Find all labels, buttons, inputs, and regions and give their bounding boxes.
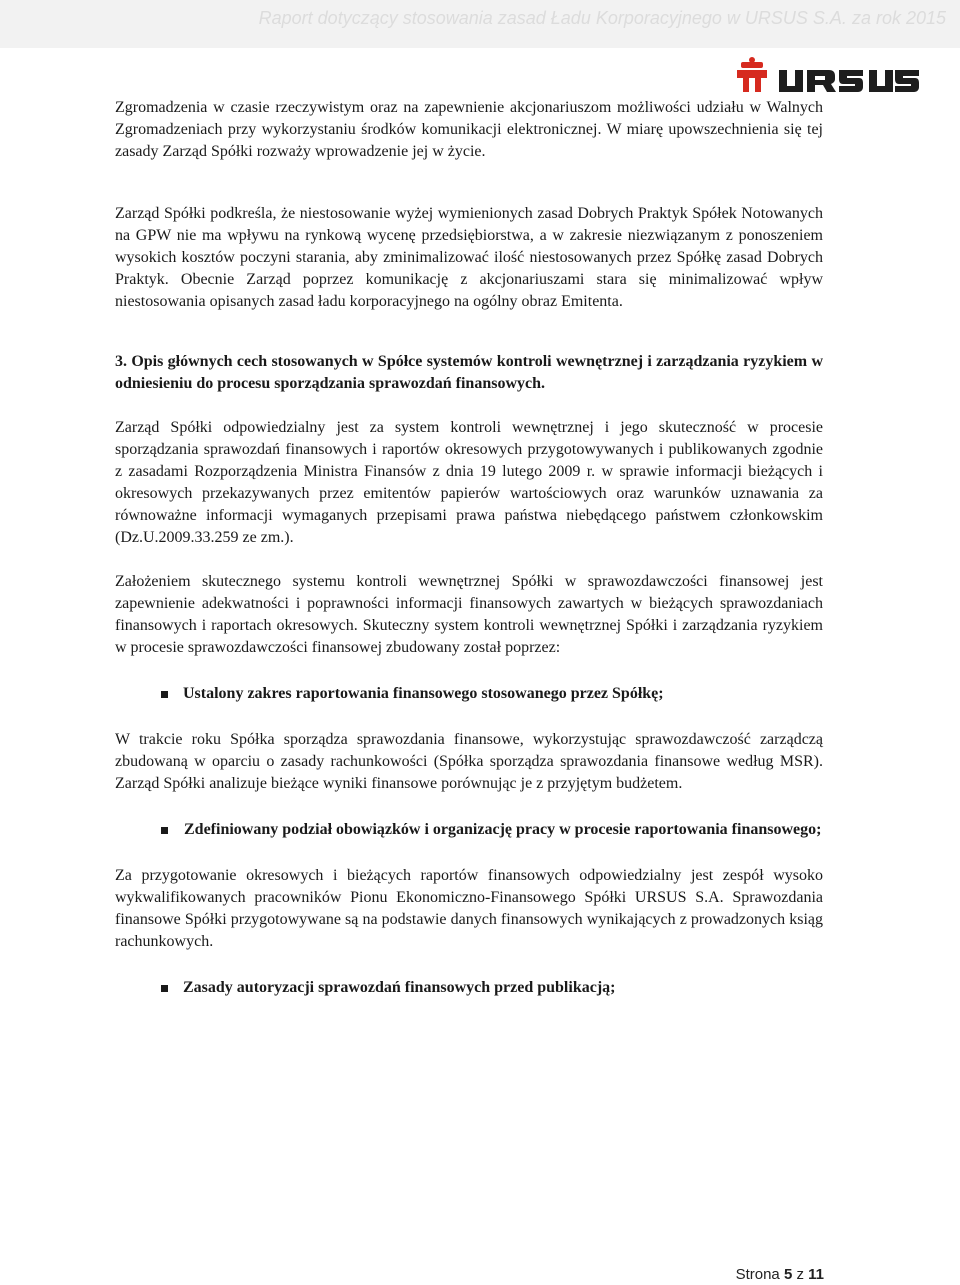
header-title: Raport dotyczący stosowania zasad Ładu Korporacyjnego w URSUS S.A. za rok 2015 [258,8,946,28]
ursus-bear-logo-icon [735,56,919,100]
paragraph-6: Za przygotowanie okresowych i bieżących raportów finansowych odpowiedzialny jest zespół wysoko wykwalifikowanych pracowników Pionu Ekonomiczno-Finansowego Spółki URSUS S.A. Sprawozdania finansowe Spółki przygotowywane są na podstawie danych finansowych wynikających z prowadzonych ksiąg rachunkowych. [115,867,823,950]
page-total: 11 [808,1266,824,1283]
bullet-square-icon [161,985,168,992]
paragraph-5: W trakcie roku Spółka sporządza sprawozdania finansowe, wykorzystując sprawozdawczość zarządczą zbudowaną w oparciu o zasady rachunkowości (Spółka sporządza sprawozdania finansowe według MSR). Zarząd Spółki analizuje bieżące wyniki finansowe porównując je z przyjętym budżetem. [115,731,823,792]
paragraph-2: Zarząd Spółki podkreśla, że niestosowanie wyżej wymienionych zasad Dobrych Praktyk Spółek Notowanych na GPW nie ma wpływu na rynkową wycenę przedsiębiorstwa, a w zakresie niezwiązanym z ponoszeniem wysokich kosztów poczyni starania, aby zminimalizować ilość niestosowanych przez Spółkę zasad Dobrych Praktyk. Obecnie Zarząd poprzez komunikację z akcjonariuszami stara się minimalizować wpływ niestosowania opisanych zasad ładu korporacyjnego na ogólny obraz Emitenta. [115,205,823,310]
paragraph-1: Zgromadzenia w czasie rzeczywistym oraz na zapewnienie akcjonariuszom możliwości udziału w Walnych Zgromadzeniach przy wykorzystaniu środków komunikacji elektronicznej. W miarę upowszechnienia się tej zasady Zarząd Spółki rozważy wprowadzenie jej w życie. [115,99,823,160]
page-header [0,0,960,48]
bullet-item-3 [115,977,823,999]
bullet-text-2: Zdefiniowany podział obowiązków i organizację pracy w procesie raportowania finansowego; [184,821,822,838]
page-number [736,1266,824,1283]
paragraph-4: Założeniem skutecznego systemu kontroli wewnętrznej Spółki w sprawozdawczości finansowej jest zapewnienie adekwatności i poprawności informacji finansowych zawartych w bieżących sprawozdaniach finansowych i raportach okresowych. Skuteczny system kontroli wewnętrznej Spółki i zarządzania ryzykiem w procesie sprawozdawczości finansowej zbudowany został poprzez: [115,573,823,656]
page-sep: z [796,1266,804,1283]
bullet-text-3: Zasady autoryzacji sprawozdań finansowych przed publikacją; [183,979,616,996]
bullet-text-1: Ustalony zakres raportowania finansowego stosowanego przez Spółkę; [183,685,664,702]
document-body [115,97,823,999]
section-heading: 3. Opis głównych cech stosowanych w Spółce systemów kontroli wewnętrznej i zarządzania ryzykiem w odniesieniu do procesu sporządzania sprawozdań finansowych. [115,353,823,392]
page-label: Strona [735,1266,780,1283]
ursus-logo [735,56,919,100]
bullet-item-1 [115,683,823,705]
bullet-item-2 [115,819,823,841]
bullet-square-icon [161,691,168,698]
page-current: 5 [783,1266,793,1283]
paragraph-3: Zarząd Spółki odpowiedzialny jest za system kontroli wewnętrznej i jego skuteczność w procesie sporządzania sprawozdań finansowych i raportów okresowych przygotowywanych i publikowanych zgodnie z zasadami Rozporządzenia Ministra Finansów z dnia 19 lutego 2009 r. w sprawie informacji bieżących i okresowych przekazywanych przez emitentów papierów wartościowych oraz warunków uznawania za równoważne informacji wymaganych przepisami prawa państwa niebędącego państwem członkowskim (Dz.U.2009.33.259 ze zm.). [115,419,823,546]
bullet-square-icon [161,827,168,834]
